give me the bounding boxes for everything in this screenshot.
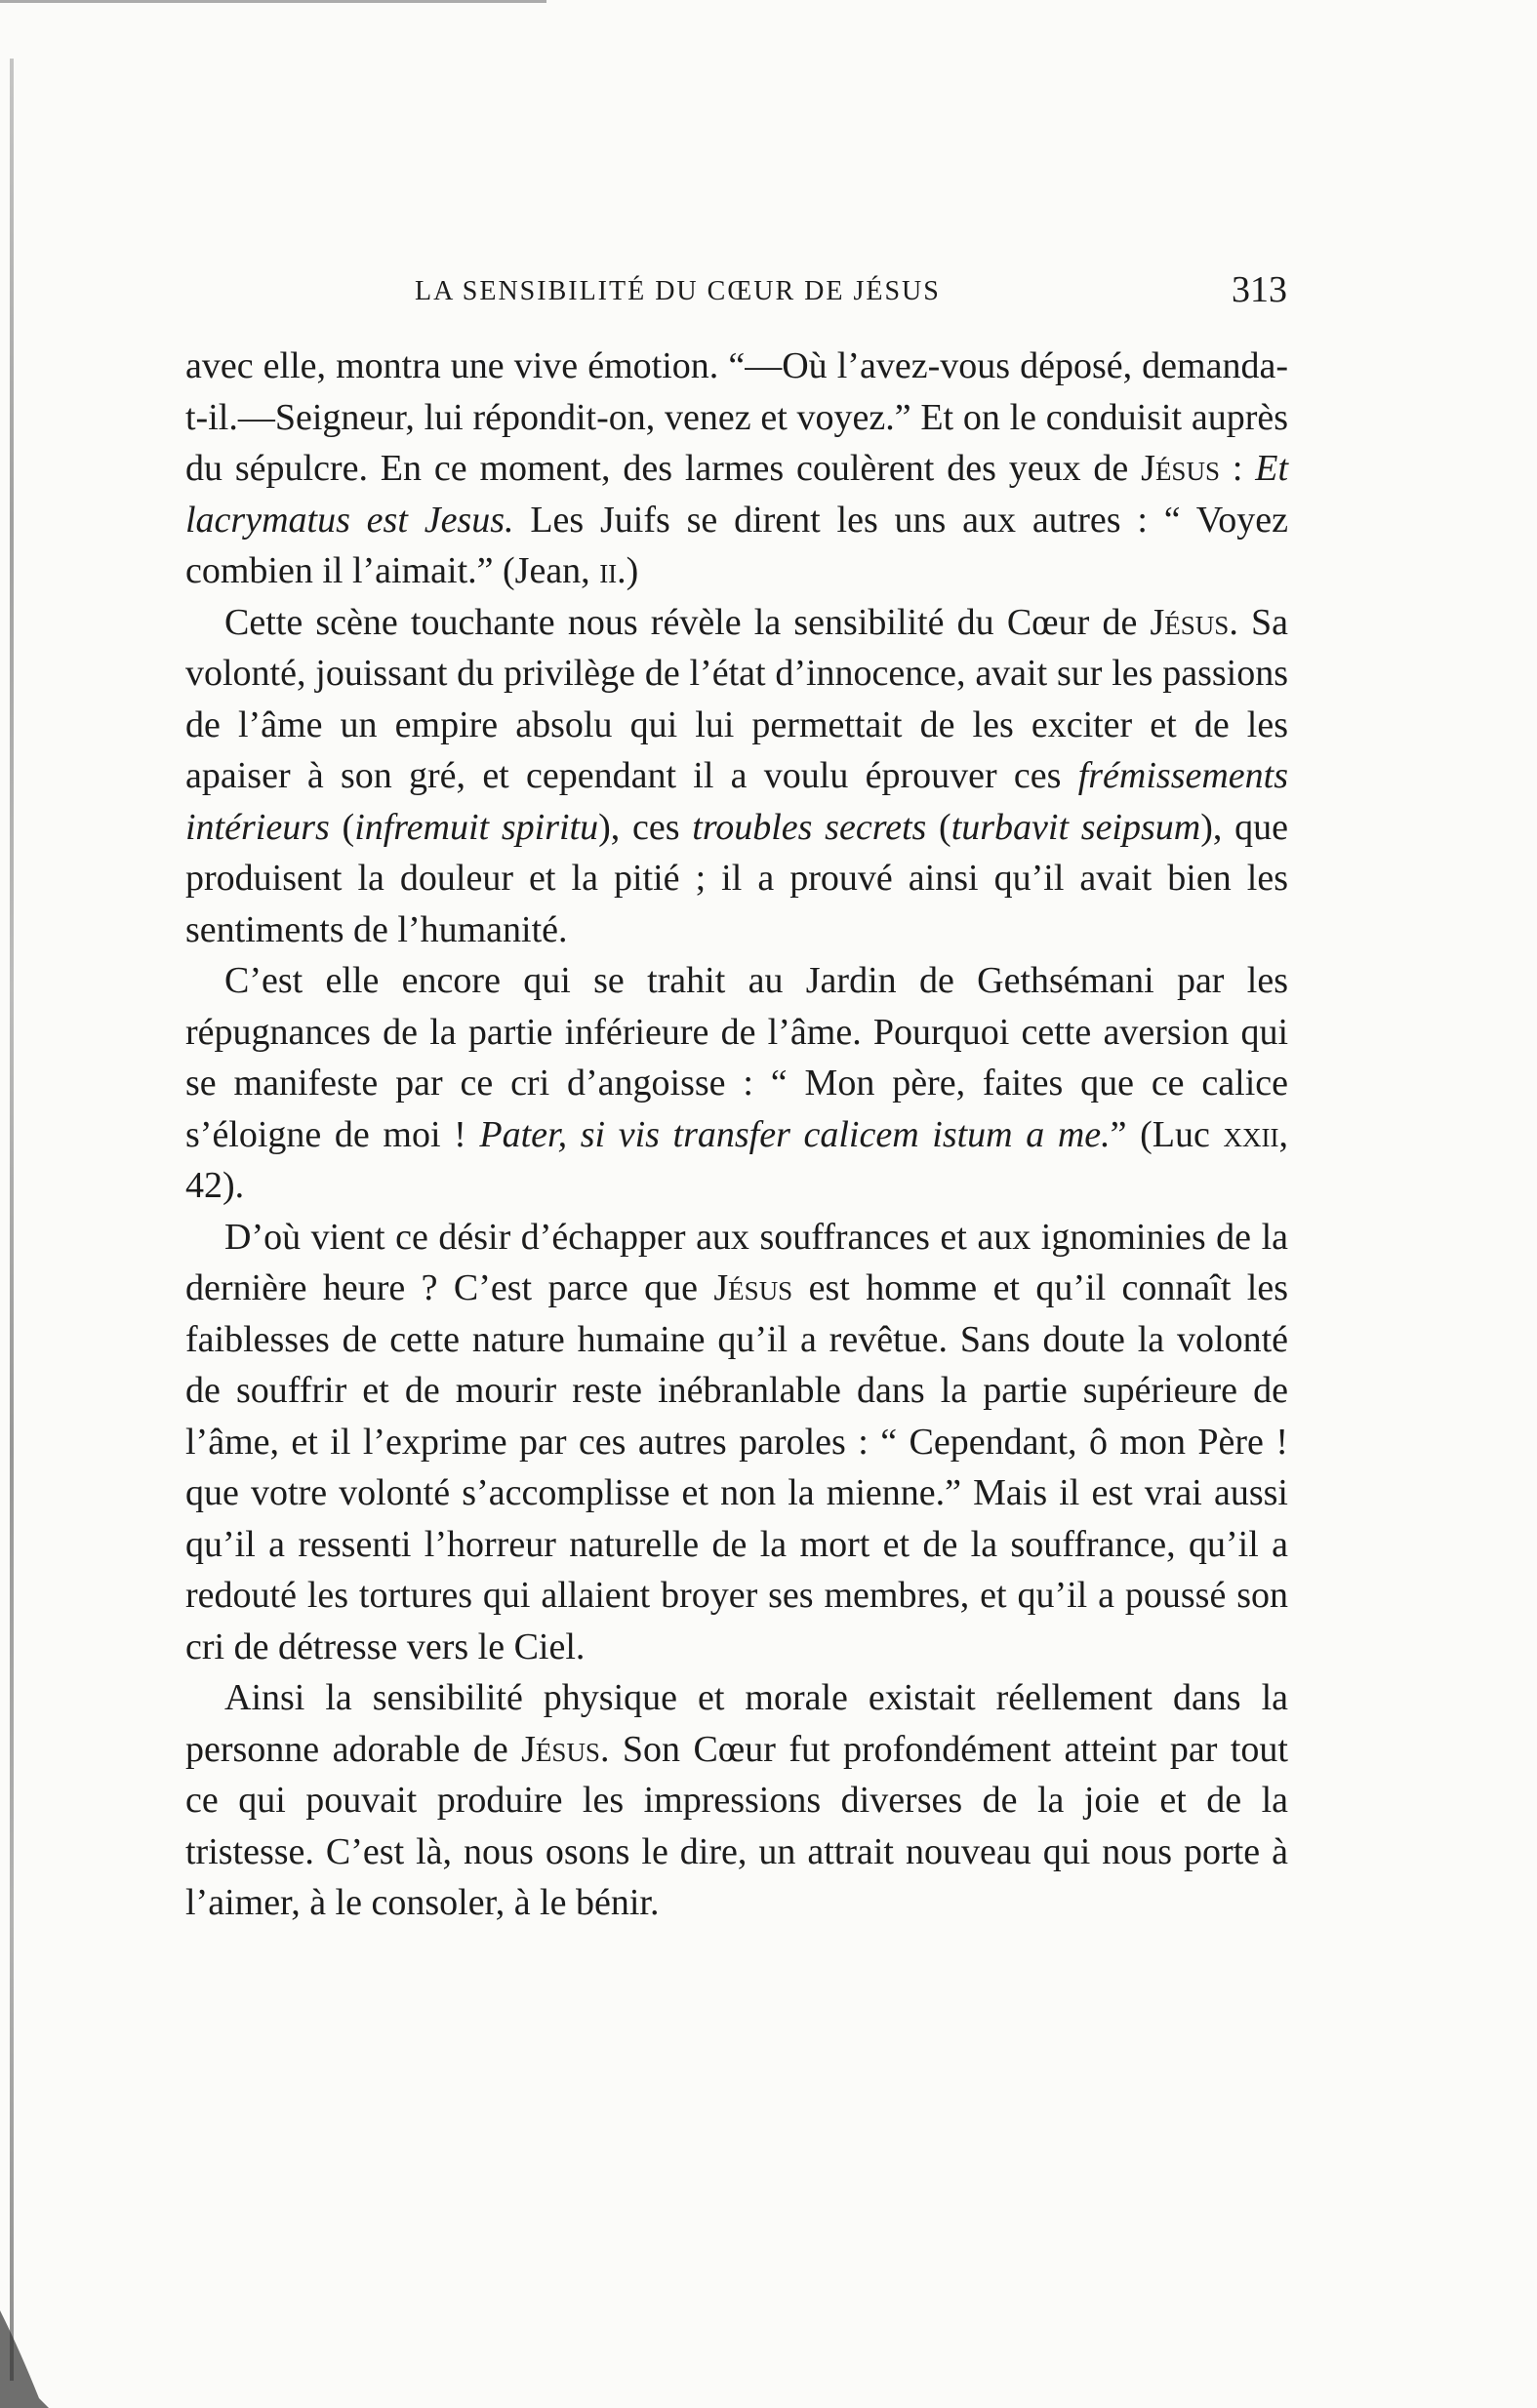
italic-text: Pater, si vis transfer calicem istum a me. <box>479 1113 1111 1155</box>
page-top-edge <box>0 0 546 3</box>
text-run: D’où vient ce désir d’échapper aux souffrances et aux ignominies de la dernière heure ? C’est parce que <box>185 1216 1288 1308</box>
small-caps-text: ii <box>599 550 618 591</box>
small-caps-text: Jésus <box>1141 448 1220 489</box>
small-caps-text: xxii <box>1223 1113 1279 1155</box>
page-corner-shadow <box>0 2291 59 2408</box>
binding-edge-shadow <box>10 59 14 2381</box>
text-run: Cette scène touchante nous révèle la sensibilité du Cœur de <box>224 601 1151 643</box>
text-run: est homme et qu’il connaît les faiblesses de cette nature humaine qu’il a revêtue. Sans doute la volonté de souffrir et de mourir reste inébranlable dans la partie supérieure de l’âme, et il l’exprime par ces autres paroles : “ Cependant, ô mon Père ! que votre volonté s’accomplisse et non la mienne.” Mais il est vrai aussi qu’il a ressenti l’horreur naturelle de la mort et de la souffrance, qu’il a redouté les tortures qui allaient broyer ses membres, et qu’il a poussé son cri de détresse vers le Ciel. <box>185 1267 1288 1667</box>
running-title: LA SENSIBILITÉ DU CŒUR DE JÉSUS <box>415 276 941 306</box>
text-run: .) <box>617 550 639 591</box>
paragraph <box>185 341 1288 597</box>
text-run: Ainsi la sensibilité physique et morale existait réellement dans la personne adorable de <box>185 1677 1288 1770</box>
paragraph <box>185 1672 1288 1929</box>
text-run: ), ces <box>598 806 693 848</box>
italic-text: infremuit spiritu <box>354 806 599 848</box>
paragraph <box>185 1212 1288 1673</box>
text-run: . Son Cœur fut profondément atteint par tout ce qui pouvait produire les impressions diverses de la joie et de la tristesse. C’est là, nous osons le dire, un attrait nouveau qui nous porte à l’aimer, à le consoler, à le bénir. <box>185 1728 1288 1923</box>
body-text <box>185 341 1288 1929</box>
text-run: ( <box>926 806 951 848</box>
text-run: , 42). <box>185 1113 1288 1206</box>
text-run: ( <box>329 806 355 848</box>
text-run: avec elle, montra une vive émotion. “—Où l’avez-vous déposé, demanda-t-il.—Seigneur, lui répondit-on, venez et voyez.” Et on le conduisit auprès du sépulcre. En ce moment, des larmes coulèrent des yeux de <box>185 345 1288 489</box>
text-run: Les Juifs se dirent les uns aux autres : “ Voyez combien il l’aimait.” (Jean, <box>185 499 1288 591</box>
paragraph <box>185 597 1288 956</box>
small-caps-text: Jésus <box>713 1267 793 1308</box>
italic-text: troubles secrets <box>692 806 927 848</box>
running-head <box>185 268 1288 327</box>
book-page <box>185 268 1288 1929</box>
small-caps-text: Jésus <box>521 1728 600 1770</box>
text-run: . Sa volonté, jouissant du privilège de l’état d’innocence, avait sur les passions de l’âme un empire absolu qui lui permettait de les exciter et de les apaiser à son gré, et cependant il a voulu éprouver ces <box>185 601 1288 796</box>
small-caps-text: Jésus <box>1150 601 1230 643</box>
text-run: ), que produisent la douleur et la pitié ; il a prouvé ainsi qu’il avait bien les sentiments de l’humanité. <box>185 806 1288 950</box>
text-run: C’est elle encore qui se trahit au Jardin de Gethsémani par les répugnances de la partie inférieure de l’âme. Pourquoi cette aversion qui se manifeste par ce cri d’angoisse : “ Mon père, faites que ce calice s’éloigne de moi ! <box>185 960 1288 1155</box>
italic-text: turbavit seipsum <box>951 806 1201 848</box>
italic-text: frémissements intérieurs <box>185 755 1288 848</box>
paragraph <box>185 955 1288 1212</box>
text-run: ” (Luc <box>1110 1113 1224 1155</box>
page-number: 313 <box>1232 269 1287 310</box>
text-run: : <box>1219 448 1256 489</box>
italic-text: Et lacrymatus est Jesus. <box>185 448 1289 541</box>
